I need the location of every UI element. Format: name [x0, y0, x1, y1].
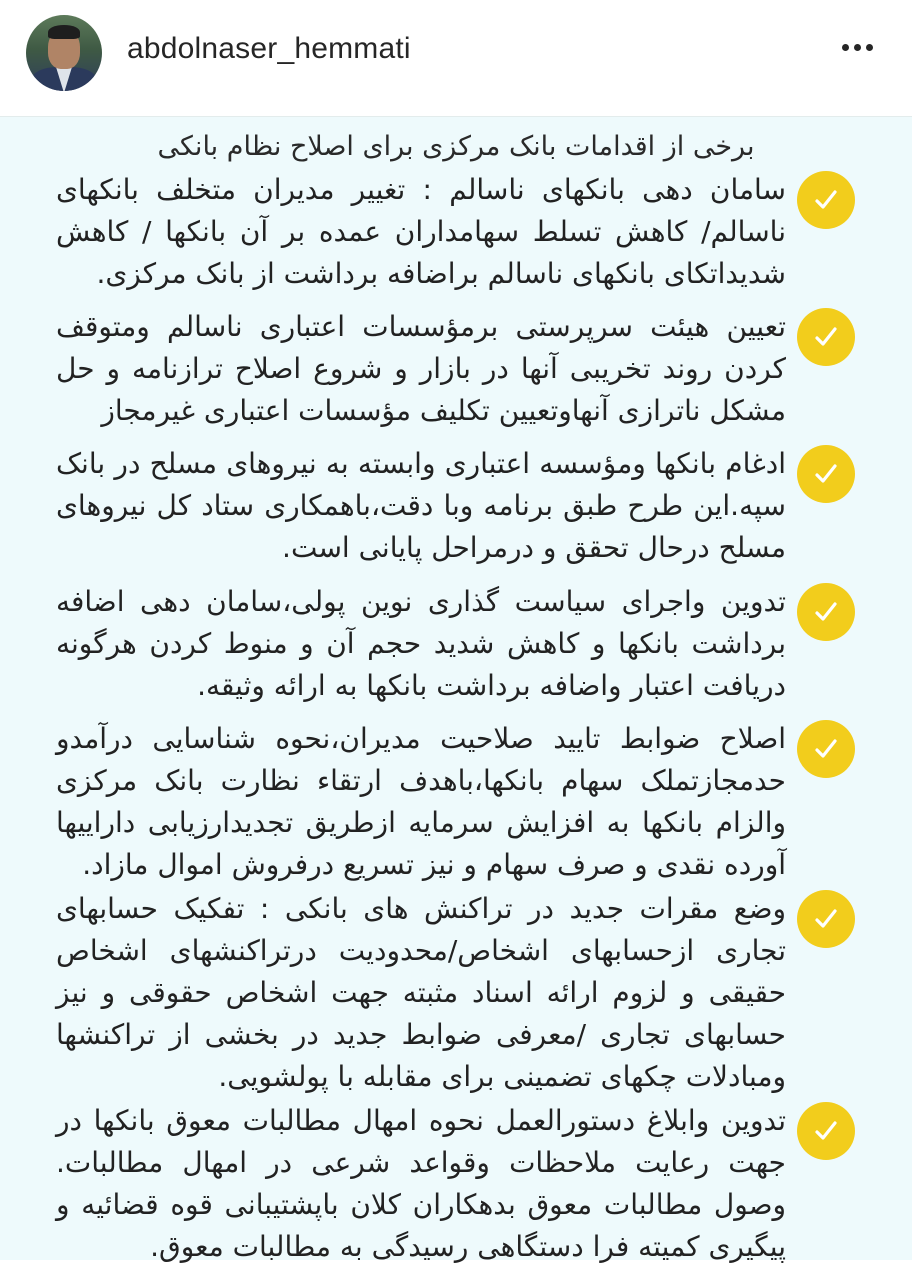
check-circle-icon — [797, 171, 855, 229]
item-text: تدوین وابلاغ دستورالعمل نحوه امهال مطالبات معوق بانکها در جهت رعایت ملاحظات وقواعد شرعی در امهال مطالبات. وصول مطالبات معوق بدهکاران کلان باپشتیبانی قوه قضائیه و پیگیری کمیته فرا دستگاهی رسیدگی به مطالبات معوق. — [56, 1104, 786, 1263]
avatar-hair — [48, 25, 80, 39]
check-circle-icon — [797, 890, 855, 948]
check-circle-icon — [797, 720, 855, 778]
item-text: ادغام بانکها ومؤسسه اعتباری وابسته به نیروهای مسلح در بانک سپه.این طرح طبق برنامه وبا دقت،باهمکاری ستاد کل نیروهای مسلح درحال تحقق و درمراحل پایانی است. — [56, 447, 786, 564]
more-options-icon[interactable] — [842, 44, 873, 51]
check-circle-icon — [797, 308, 855, 366]
item-text: تدوین واجرای سیاست گذاری نوین پولی،سامان دهی اضافه برداشت بانکها و کاهش شدید حجم آن و منوط کردن هرگونه دریافت اعتبار واضافه برداشت بانکها به ارائه وثیقه. — [56, 585, 786, 702]
item-text: اصلاح ضوابط تایید صلاحیت مدیران،نحوه شناسایی درآمدو حدمجازتملک سهام بانکها،باهدف ارتقاء نظارت بانک مرکزی والزام بانکها به افزایش سرمایه ازطریق تجدیدارزیابی داراییها آورده نقدی و صرف سهام و نیز تسریع درفروش اموال مازاد. — [56, 722, 786, 881]
post-header — [0, 0, 912, 116]
item-text: سامان دهی بانکهای ناسالم : تغییر مدیران متخلف بانکهای ناسالم/ کاهش تسلط سهامداران عمده بر آن بانکها / کاهش شدیداتکای بانکهای ناسالم براضافه برداشت از بانک مرکزی. — [56, 173, 786, 290]
check-circle-icon — [797, 583, 855, 641]
item-text: تعیین هیئت سرپرستی برمؤسسات اعتباری ناسالم ومتوقف کردن روند تخریبی آنها در بازار و شروع اصلاح ترازنامه و حل مشکل ناترازی آنهاوتعیین تکلیف مؤسسات اعتباری غیرمجاز — [56, 310, 786, 427]
check-circle-icon — [797, 1102, 855, 1160]
item-text: وضع مقرات جدید در تراکنش های بانکی : تفکیک حسابهای تجاری ازحسابهای اشخاص/محدودیت درتراکنشهای اشخاص حقیقی و لزوم ارائه اسناد مثبته جهت اشخاص حقوقی و نیز حسابهای تجاری /معرفی ضوابط جدید در بخشی از تراکنشها ومبادلات چکهای تضمینی برای مقابله با پولشویی. — [56, 892, 786, 1093]
avatar[interactable] — [26, 15, 102, 91]
post-title: برخی از اقدامات بانک مرکزی برای اصلاح نظام بانکی — [157, 131, 755, 162]
username-link[interactable]: abdolnaser_hemmati — [127, 32, 411, 65]
check-circle-icon — [797, 445, 855, 503]
post-image — [0, 116, 912, 1263]
